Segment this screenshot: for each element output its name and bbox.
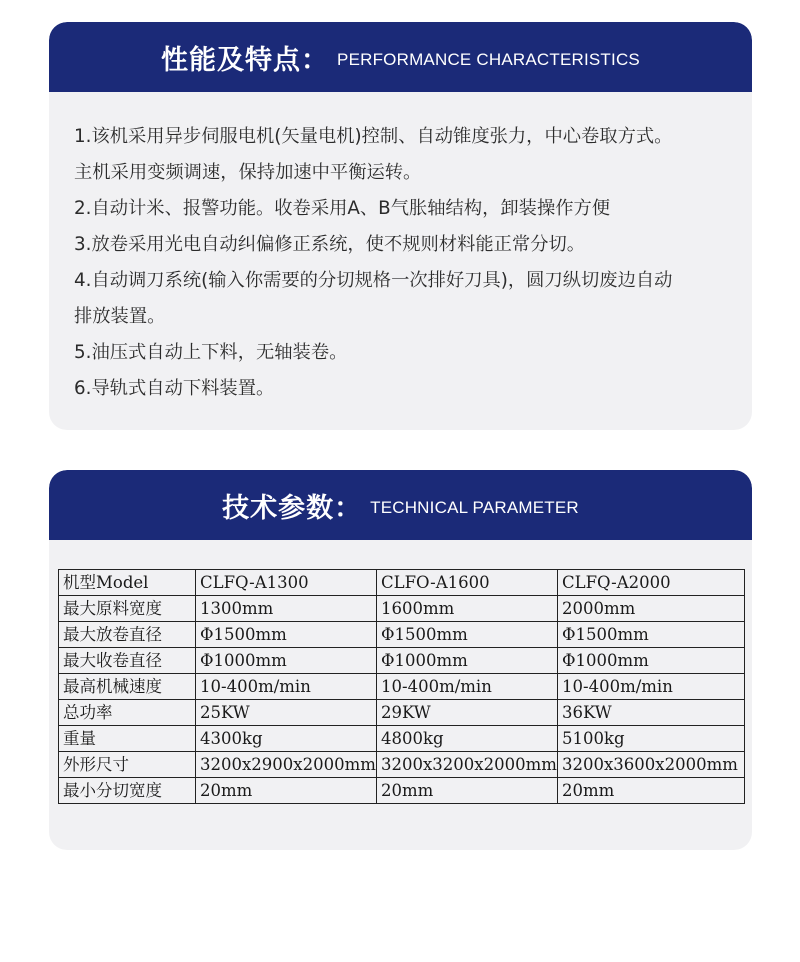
param-value-cell: 3200x2900x2000mm (196, 752, 377, 778)
table-row (59, 570, 745, 596)
parameter-table-body (59, 570, 745, 804)
param-value-cell: CLFQ-A2000 (558, 570, 745, 596)
param-value-cell: Φ1000mm (377, 648, 558, 674)
technical-title: 技术参数： (222, 492, 363, 524)
feature-item (74, 263, 732, 335)
param-value-cell: CLFQ-A1300 (196, 570, 377, 596)
feature-line: 主机采用变频调速，保持加速中平衡运转。 (74, 162, 422, 183)
feature-line: 6.导轨式自动下料装置。 (74, 378, 275, 399)
param-label-cell: 总功率 (59, 700, 196, 726)
feature-line: 排放装置。 (74, 306, 166, 327)
param-value-cell: 10-400m/min (377, 674, 558, 700)
table-row (59, 752, 745, 778)
param-value-cell: CLFO-A1600 (377, 570, 558, 596)
feature-item (74, 371, 732, 407)
technical-header (49, 470, 752, 540)
param-value-cell: 29KW (377, 700, 558, 726)
param-value-cell: 10-400m/min (196, 674, 377, 700)
param-value-cell: 1600mm (377, 596, 558, 622)
param-value-cell: Φ1000mm (196, 648, 377, 674)
feature-item (74, 191, 732, 227)
technical-subtitle: TECHNICAL PARAMETER (370, 498, 579, 517)
param-value-cell: Φ1500mm (558, 622, 745, 648)
param-label-cell: 机型Model (59, 570, 196, 596)
param-value-cell: Φ1000mm (558, 648, 745, 674)
param-label-cell: 最大收卷直径 (59, 648, 196, 674)
param-value-cell: 10-400m/min (558, 674, 745, 700)
table-row (59, 778, 745, 804)
parameter-table (58, 569, 745, 804)
param-value-cell: 2000mm (558, 596, 745, 622)
table-row (59, 622, 745, 648)
technical-card (49, 470, 752, 850)
param-label-cell: 最高机械速度 (59, 674, 196, 700)
param-value-cell: Φ1500mm (196, 622, 377, 648)
feature-line: 2.自动计米、报警功能。收卷采用A、B气胀轴结构，卸装操作方便 (74, 198, 611, 219)
param-value-cell: 20mm (558, 778, 745, 804)
feature-item (74, 119, 732, 191)
table-row (59, 596, 745, 622)
table-row (59, 726, 745, 752)
feature-item (74, 335, 732, 371)
param-value-cell: 3200x3600x2000mm (558, 752, 745, 778)
param-value-cell: Φ1500mm (377, 622, 558, 648)
param-label-cell: 外形尺寸 (59, 752, 196, 778)
table-row (59, 700, 745, 726)
param-value-cell: 4800kg (377, 726, 558, 752)
performance-header (49, 22, 752, 92)
param-value-cell: 25KW (196, 700, 377, 726)
param-label-cell: 最大原料宽度 (59, 596, 196, 622)
param-value-cell: 36KW (558, 700, 745, 726)
performance-list (74, 119, 732, 407)
param-label-cell: 重量 (59, 726, 196, 752)
performance-card (49, 22, 752, 430)
param-value-cell: 5100kg (558, 726, 745, 752)
table-row (59, 674, 745, 700)
param-value-cell: 20mm (196, 778, 377, 804)
param-label-cell: 最小分切宽度 (59, 778, 196, 804)
param-label-cell: 最大放卷直径 (59, 622, 196, 648)
param-value-cell: 20mm (377, 778, 558, 804)
performance-subtitle: PERFORMANCE CHARACTERISTICS (337, 50, 640, 69)
table-row (59, 648, 745, 674)
performance-title: 性能及特点： (161, 44, 330, 76)
param-value-cell: 4300kg (196, 726, 377, 752)
param-value-cell: 3200x3200x2000mm (377, 752, 558, 778)
feature-line: 5.油压式自动上下料，无轴装卷。 (74, 342, 348, 363)
feature-line: 4.自动调刀系统(输入你需要的分切规格一次排好刀具)，圆刀纵切废边自动 (74, 270, 673, 291)
feature-line: 1.该机采用异步伺服电机(矢量电机)控制、自动锥度张力，中心卷取方式。 (74, 126, 673, 147)
feature-item (74, 227, 732, 263)
param-value-cell: 1300mm (196, 596, 377, 622)
feature-line: 3.放卷采用光电自动纠偏修正系统，使不规则材料能正常分切。 (74, 234, 586, 255)
